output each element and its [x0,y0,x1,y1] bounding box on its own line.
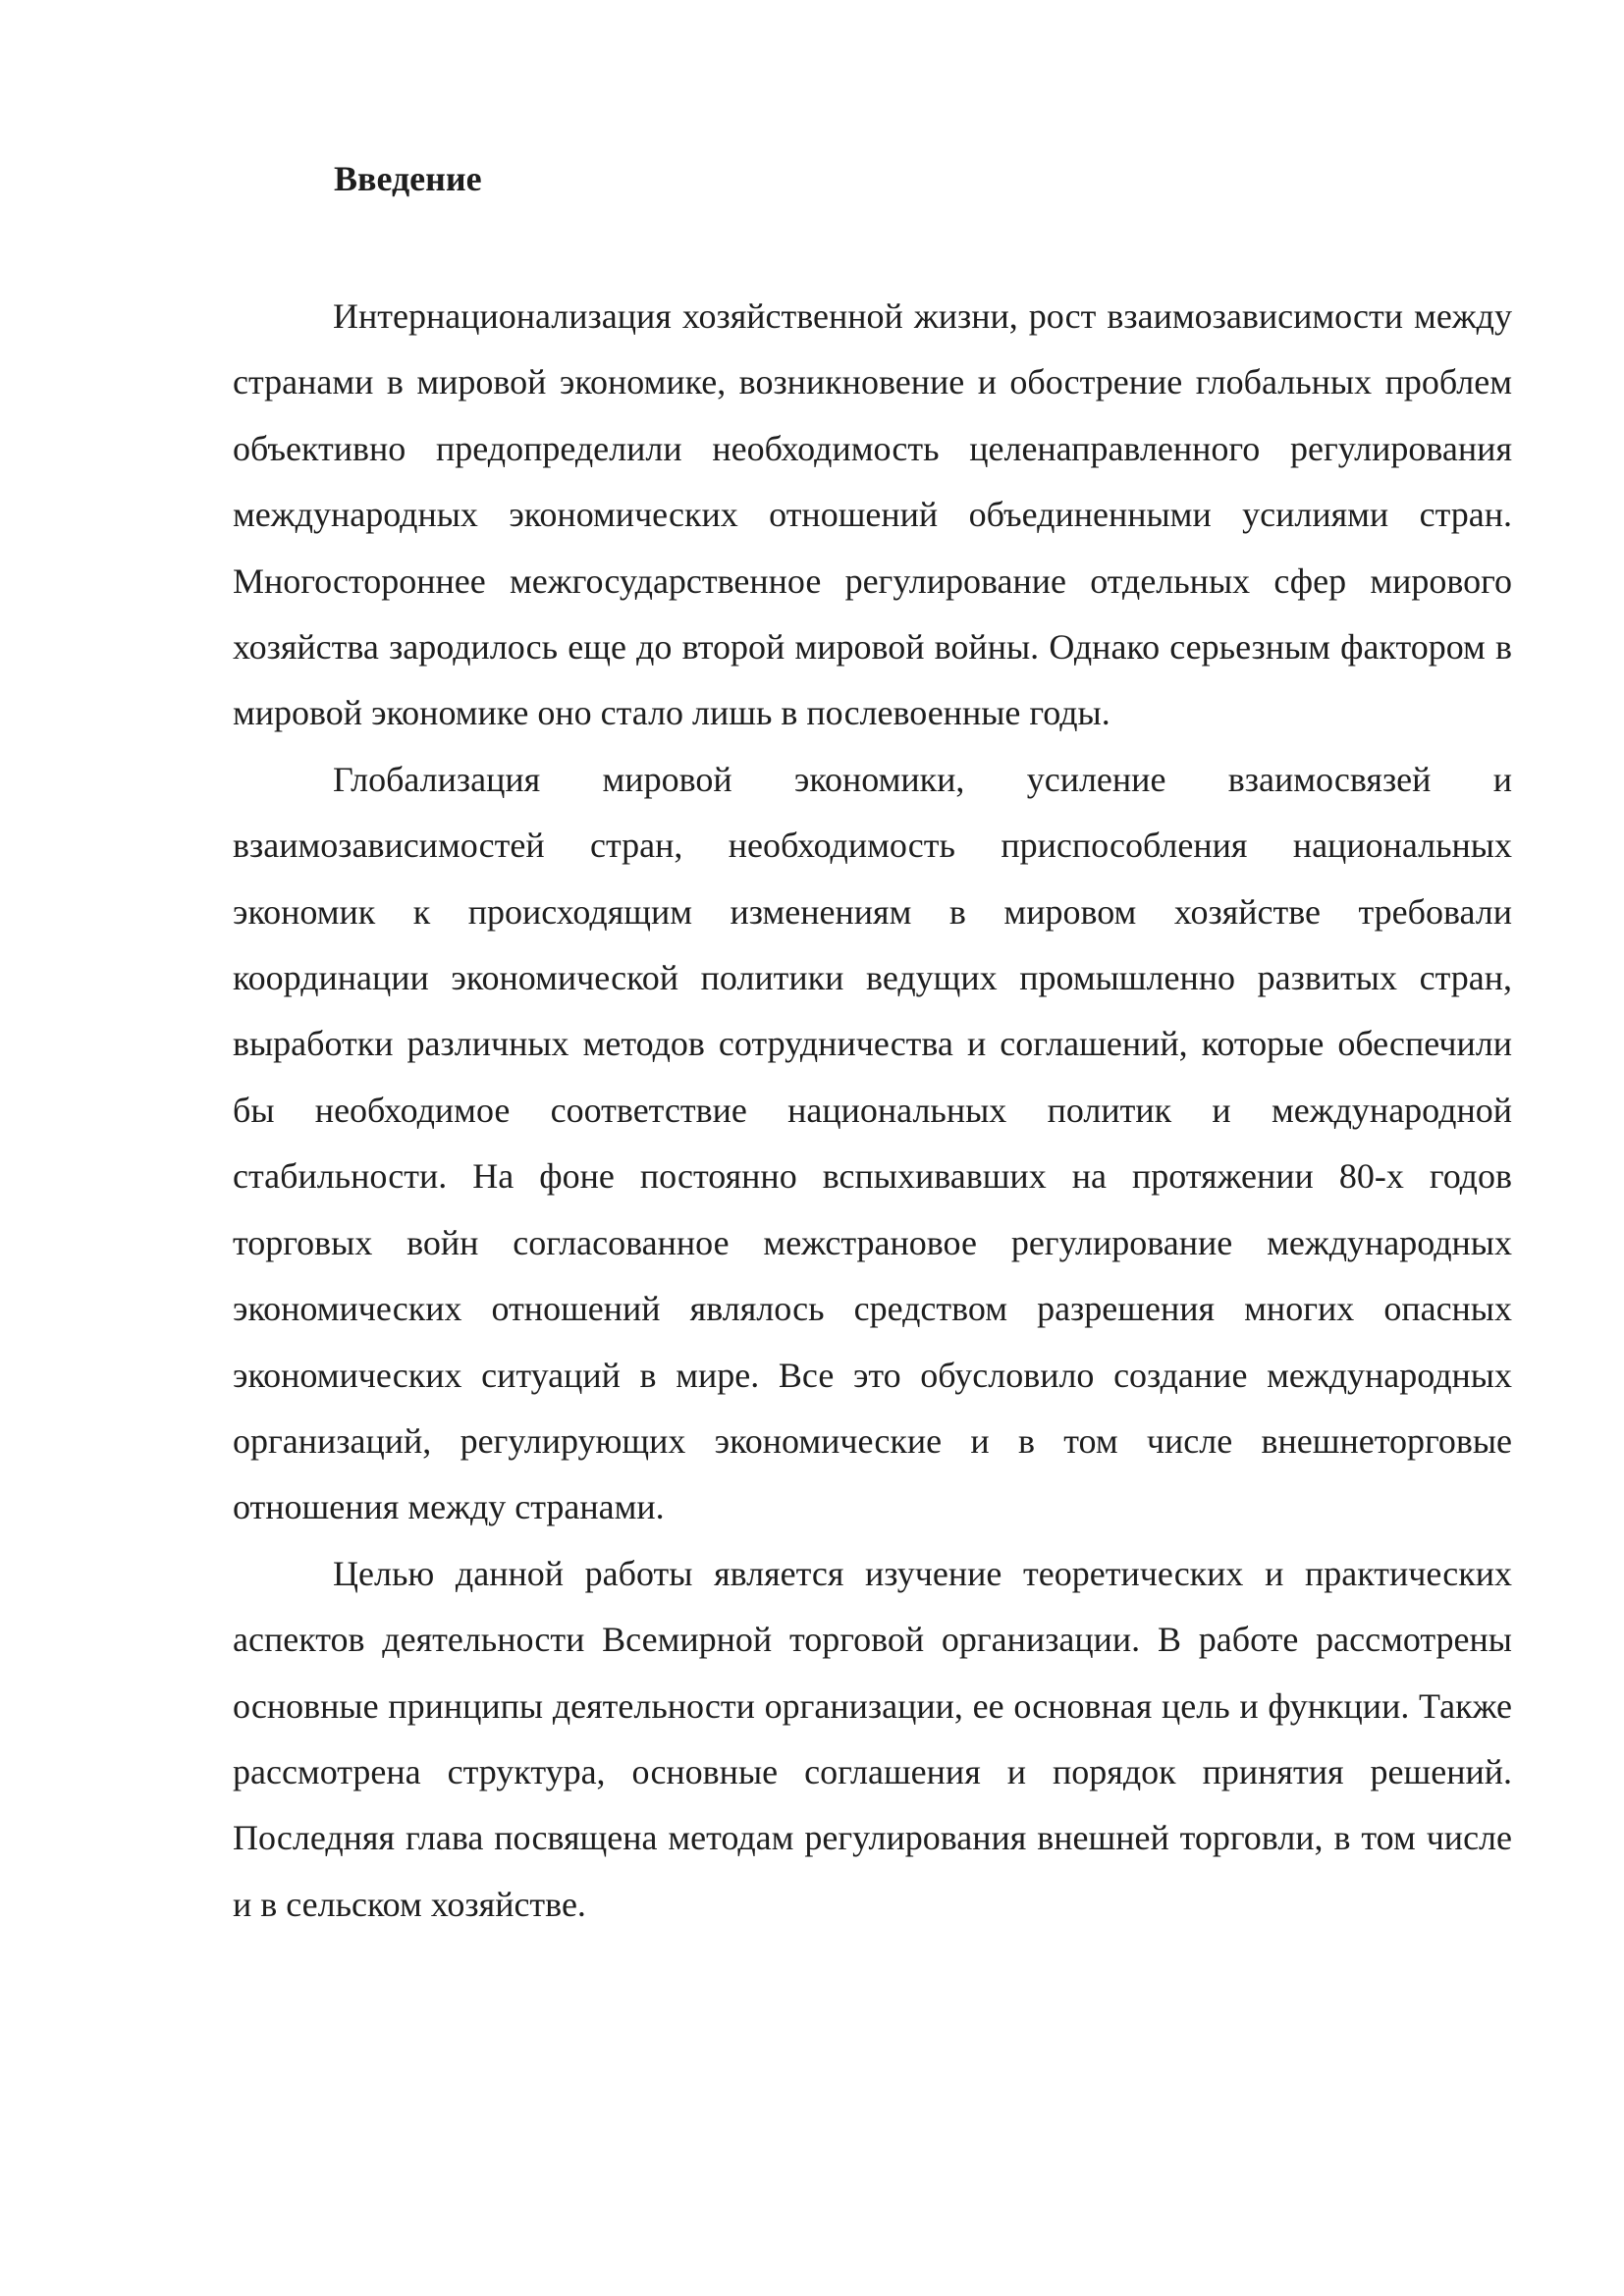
paragraph-globalization: Глобализация мировой экономики, усиление взаимосвязей и взаимозависимостей стран, необходимость приспособления национальных экономик к происходящим изменениям в мировом хозяйстве требовали координации экономической политики ведущих промышленно развитых стран, выработки различных методов сотрудничества и соглашений, которые обеспечили бы необходимое соответствие национальных политик и международной стабильности. На фоне постоянно вспыхивавших на протяжении 80-х годов торговых войн согласованное межстрановое регулирование международных экономических отношений являлось средством разрешения многих опасных экономических ситуаций в мире. Все это обусловило создание международных организаций, регулирующих экономические и в том числе внешнеторговые отношения между странами. [233,759,1512,1527]
body-text [233,284,1512,1938]
paragraph-internationalization: Интернационализация хозяйственной жизни, рост взаимозависимости между странами в мировой экономике, возникновение и обострение глобальных проблем объективно предопределили необходимость целенаправленного регулирования международных экономических отношений объединенными усилиями стран. Многостороннее межгосударственное регулирование отдельных сфер мирового хозяйства зародилось еще до второй мировой войны. Однако серьезным фактором в мировой экономике оно стало лишь в послевоенные годы. [233,296,1512,733]
section-title: Введение [334,159,482,198]
paragraph-work-goal: Целью данной работы является изучение теоретических и практических аспектов деятельности Всемирной торговой организации. В работе рассмотрены основные принципы деятельности организации, ее основная цель и функции. Также рассмотрена структура, основные соглашения и порядок принятия решений. Последняя глава посвящена методам регулирования внешней торговли, в том числе и в сельском хозяйстве. [233,1553,1512,1924]
